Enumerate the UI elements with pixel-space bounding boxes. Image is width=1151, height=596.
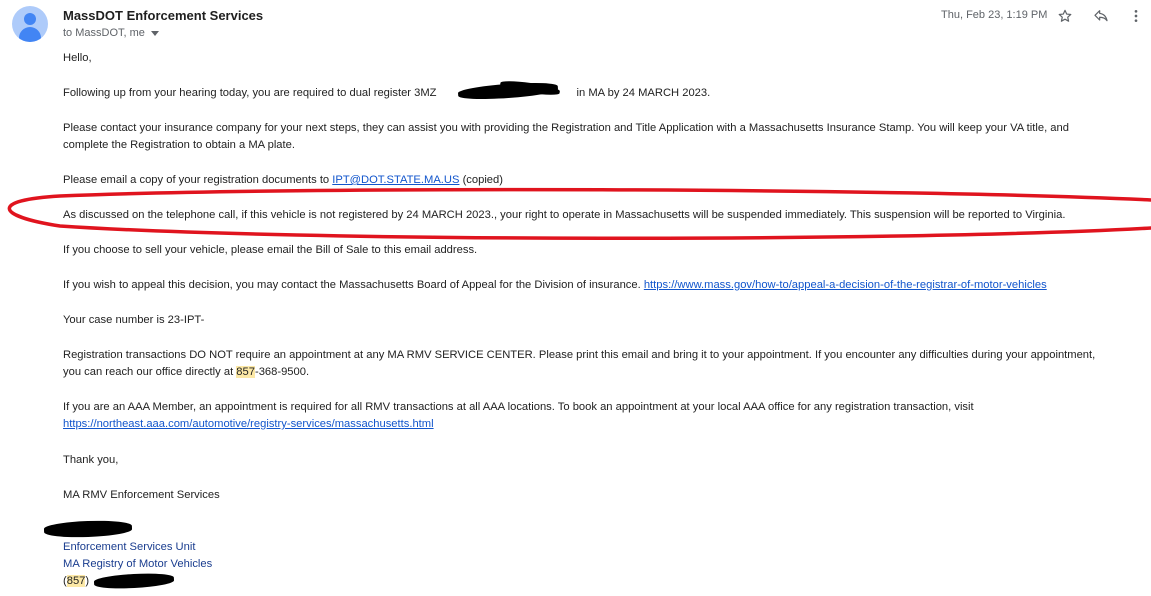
phone-close: ) xyxy=(85,575,90,587)
star-icon[interactable] xyxy=(1055,6,1075,26)
signature-agency: MA Registry of Motor Vehicles xyxy=(63,558,213,570)
avatar-head-shape xyxy=(24,13,36,25)
p8-line2-pre: you can reach our office directly at xyxy=(63,366,234,378)
reply-icon[interactable] xyxy=(1091,6,1111,26)
p3-post: (copied) xyxy=(462,174,503,186)
signature-phone xyxy=(63,573,1143,590)
paragraph-service-center xyxy=(63,347,1143,381)
closing: MA RMV Enforcement Services xyxy=(63,489,220,501)
signature-phone-area[interactable]: 857 xyxy=(66,575,86,587)
p9-line1: If you are an AAA Member, an appointment is required for all RMV transactions at all AAA locations. To book an appointment at your local AAA office for any registration transaction, visit xyxy=(63,401,974,413)
p6-pre: If you wish to appeal this decision, you may contact the Massachusetts Board of Appeal for the Division of insurance. xyxy=(63,279,641,291)
star-icon-svg xyxy=(1057,8,1073,24)
paragraph-insurance xyxy=(63,120,1143,154)
email-link[interactable]: IPT@DOT.STATE.MA.US xyxy=(332,174,460,186)
more-vert-icon-svg xyxy=(1128,8,1144,24)
p8-line2 xyxy=(63,364,1143,381)
p2-line1: Please contact your insurance company for your next steps, they can assist you with providing the Registration and Title Application with a Massachusetts Insurance Stamp. You will keep your VA title, and xyxy=(63,122,1069,134)
sender-avatar[interactable] xyxy=(12,6,48,42)
p3-pre: Please email a copy of your registration documents to xyxy=(63,174,330,186)
recipients-line[interactable] xyxy=(63,27,159,39)
paragraph-sell-vehicle: If you choose to sell your vehicle, please email the Bill of Sale to this email address. xyxy=(63,244,478,256)
thanks: Thank you, xyxy=(63,454,119,466)
p1-pre: Following up from your hearing today, you are required to dual register 3MZ xyxy=(63,87,437,99)
phone-area-highlight[interactable]: 857 xyxy=(236,366,255,378)
greeting: Hello, xyxy=(63,52,92,64)
paragraph-registration-deadline xyxy=(63,85,1143,102)
phone-rest: -368-9500. xyxy=(254,366,310,378)
paragraph-aaa xyxy=(63,399,1143,433)
more-vert-icon[interactable] xyxy=(1126,6,1146,26)
sender-name[interactable]: MassDOT Enforcement Services xyxy=(63,8,264,23)
paragraph-email-documents xyxy=(63,172,1143,189)
chevron-down-icon[interactable] xyxy=(151,31,159,36)
p2-line2: complete the Registration to obtain a MA plate. xyxy=(63,139,295,151)
signature-unit: Enforcement Services Unit xyxy=(63,541,196,553)
phone-open: ( xyxy=(63,575,67,587)
p8-line1: Registration transactions DO NOT require an appointment at any MA RMV SERVICE CENTER. Please print this email and bring it to your appointment. If you encounter any difficulties during your appointment, xyxy=(63,349,1096,361)
recipients-text: to MassDOT, me xyxy=(63,27,145,39)
signature-name-redaction xyxy=(44,519,133,538)
email-date: Thu, Feb 23, 1:19 PM xyxy=(941,9,1048,21)
avatar-body-shape xyxy=(19,27,41,42)
case-number: Your case number is 23-IPT- xyxy=(63,314,205,326)
paragraph-appeal xyxy=(63,277,1143,294)
p1-post: in MA by 24 MARCH 2023. xyxy=(576,87,711,99)
appeal-link[interactable]: https://www.mass.gov/how-to/appeal-a-decision-of-the-registrar-of-motor-vehicles xyxy=(643,279,1047,291)
reply-icon-svg xyxy=(1093,8,1109,24)
paragraph-suspension-warning: As discussed on the telephone call, if this vehicle is not registered by 24 MARCH 2023., your right to operate in Massachusetts will be suspended immediately. This suspension will be reported to Virginia. xyxy=(63,209,1066,221)
aaa-link[interactable]: https://northeast.aaa.com/automotive/registry-services/massachusetts.html xyxy=(63,418,434,430)
